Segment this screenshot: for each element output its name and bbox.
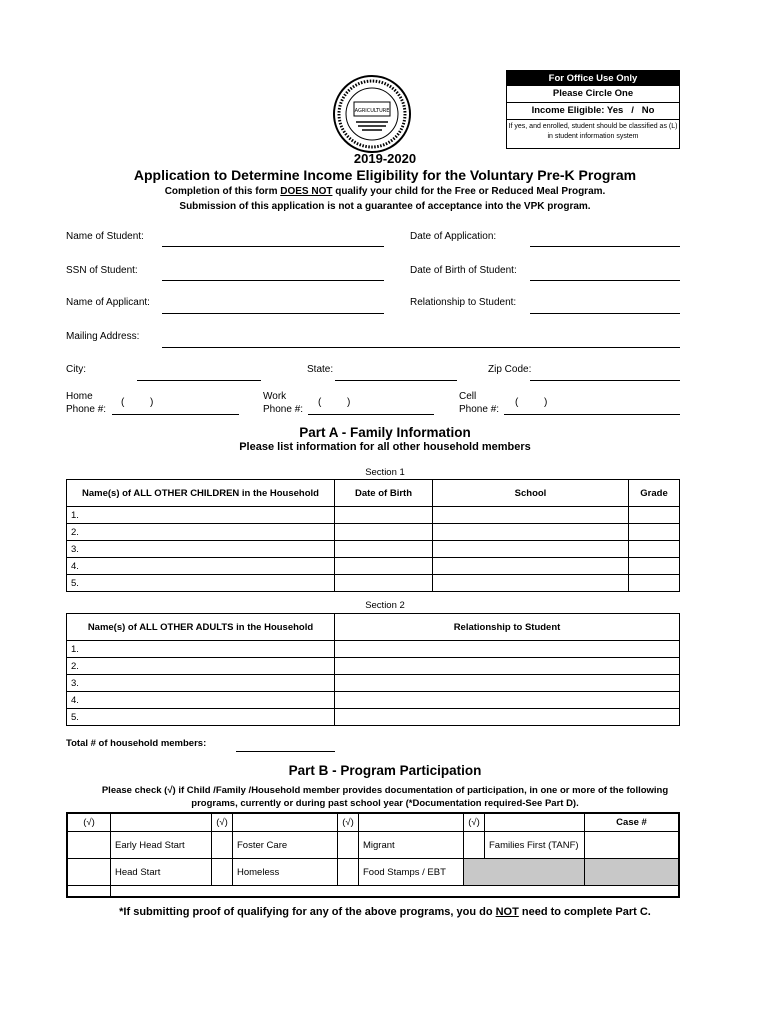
form-year: 2019-2020	[353, 151, 417, 166]
programs-spacer-row	[67, 886, 679, 898]
check-header: (√)	[67, 813, 111, 832]
case-number-field[interactable]	[585, 832, 680, 859]
cell-paren-open: (	[515, 397, 519, 408]
spacer-cell	[67, 886, 111, 898]
subtitle-1-emphasis: DOES NOT	[280, 186, 333, 197]
row-number: 2.	[67, 658, 335, 675]
circle-one-label: Please Circle One	[507, 86, 679, 103]
checkbox[interactable]	[338, 859, 359, 886]
program-homeless: Homeless	[233, 859, 338, 886]
children-table	[66, 479, 680, 592]
state-field[interactable]	[335, 380, 457, 381]
checkbox[interactable]	[464, 832, 485, 859]
adults-relationship-header: Relationship to Student	[335, 614, 680, 641]
children-grade-header: Grade	[629, 480, 680, 507]
row-number: 1.	[67, 507, 335, 524]
checkbox[interactable]	[67, 832, 111, 859]
ssn-field[interactable]	[162, 280, 384, 281]
mailing-address-label: Mailing Address:	[66, 331, 140, 342]
income-eligible-row	[507, 103, 679, 120]
table-row[interactable]	[67, 507, 680, 524]
cell[interactable]	[335, 575, 433, 592]
seal-text: AGRICULTURE	[354, 108, 390, 114]
home-paren-open: (	[121, 397, 125, 408]
programs-header-row	[67, 813, 679, 832]
date-application-label: Date of Application:	[410, 231, 497, 242]
ssn-label: SSN of Student:	[66, 265, 138, 276]
subtitle-2: Submission of this application is not a guarantee of acceptance into the VPK program.	[179, 201, 591, 212]
form-title: Application to Determine Income Eligibility for the Voluntary Pre-K Program	[133, 167, 637, 183]
cell[interactable]	[433, 558, 629, 575]
part-a-title: Part A - Family Information	[299, 425, 471, 440]
check-header: (√)	[338, 813, 359, 832]
row-number: 4.	[67, 692, 335, 709]
income-eligible-options[interactable]: Yes / No	[606, 105, 655, 116]
cell[interactable]	[335, 675, 680, 692]
part-b-instruction-1: Please check (√) if Child /Family /Household member provides documentation of participation, in one or more of the following	[101, 785, 669, 796]
cell[interactable]	[629, 541, 680, 558]
cell[interactable]	[629, 524, 680, 541]
blank-header	[359, 813, 464, 832]
cell[interactable]	[335, 692, 680, 709]
footer-pre: *If submitting proof of qualifying for any of the above programs, you do	[119, 906, 496, 918]
student-name-field[interactable]	[162, 246, 384, 247]
table-row[interactable]	[67, 709, 680, 726]
shaded-cell	[585, 859, 680, 886]
programs-table	[66, 812, 680, 898]
cell-paren-close: )	[544, 397, 548, 408]
footer-post: need to complete Part C.	[518, 906, 651, 918]
work-paren-close: )	[347, 397, 351, 408]
part-b-instruction-2: programs, currently or during past school year (*Documentation required-See Part D).	[191, 798, 579, 809]
children-dob-header: Date of Birth	[335, 480, 433, 507]
table-row[interactable]	[67, 575, 680, 592]
shaded-cell	[464, 859, 585, 886]
office-use-header: For Office Use Only	[507, 71, 679, 86]
row-number: 4.	[67, 558, 335, 575]
footer-emphasis: NOT	[495, 906, 519, 918]
cell-phone-field[interactable]	[504, 414, 680, 415]
subtitle-1	[0, 186, 770, 197]
checkbox[interactable]	[338, 832, 359, 859]
program-migrant: Migrant	[359, 832, 464, 859]
cell[interactable]	[335, 524, 433, 541]
state-label: State:	[307, 364, 334, 375]
blank-header	[485, 813, 585, 832]
checkbox[interactable]	[67, 859, 111, 886]
children-school-header: School	[433, 480, 629, 507]
row-number: 5.	[67, 575, 335, 592]
program-early-head-start: Early Head Start	[111, 832, 212, 859]
row-number: 1.	[67, 641, 335, 658]
table-row[interactable]	[67, 641, 680, 658]
work-paren-open: (	[318, 397, 322, 408]
city-label: City:	[66, 364, 86, 375]
programs-row	[67, 832, 679, 859]
cell[interactable]	[335, 541, 433, 558]
date-application-field[interactable]	[530, 246, 680, 247]
cell[interactable]	[335, 658, 680, 675]
adults-header-row	[67, 614, 680, 641]
dob-label: Date of Birth of Student:	[410, 265, 517, 276]
program-head-start: Head Start	[111, 859, 212, 886]
adults-table	[66, 613, 680, 726]
cell-phone-label-2: Phone #:	[459, 404, 500, 415]
cell[interactable]	[335, 507, 433, 524]
office-note: If yes, and enrolled, student should be classified as (L) in student information system	[508, 123, 678, 140]
work-phone-field[interactable]	[308, 414, 434, 415]
table-row[interactable]	[67, 692, 680, 709]
cell[interactable]	[629, 575, 680, 592]
total-members-field[interactable]	[236, 751, 335, 752]
city-field[interactable]	[137, 380, 261, 381]
cell-phone-label-1: Cell	[459, 391, 477, 402]
zip-label: Zip Code:	[488, 364, 532, 375]
dob-field[interactable]	[530, 280, 680, 281]
row-number: 5.	[67, 709, 335, 726]
income-eligible-label: Income Eligible:	[531, 105, 605, 116]
table-row[interactable]	[67, 558, 680, 575]
state-seal-logo	[332, 74, 412, 154]
blank-header	[233, 813, 338, 832]
applicant-name-field[interactable]	[162, 313, 384, 314]
home-phone-field[interactable]	[112, 414, 239, 415]
cell[interactable]	[433, 575, 629, 592]
check-header: (√)	[212, 813, 233, 832]
row-number: 3.	[67, 675, 335, 692]
section-2-label: Section 2	[365, 600, 405, 611]
part-b-title: Part B - Program Participation	[288, 763, 482, 778]
relationship-label: Relationship to Student:	[410, 297, 517, 308]
blank-header	[111, 813, 212, 832]
cell[interactable]	[335, 709, 680, 726]
children-header-row	[67, 480, 680, 507]
mailing-address-field[interactable]	[162, 347, 680, 348]
home-phone-label-2: Phone #:	[66, 404, 107, 415]
table-row[interactable]	[67, 658, 680, 675]
work-phone-label-2: Phone #:	[263, 404, 304, 415]
program-food-stamps: Food Stamps / EBT	[359, 859, 464, 886]
cell[interactable]	[335, 558, 433, 575]
part-b-footer	[0, 906, 770, 918]
program-families-first: Families First (TANF)	[485, 832, 585, 859]
table-row[interactable]	[67, 524, 680, 541]
applicant-name-label: Name of Applicant:	[66, 297, 150, 308]
cell[interactable]	[629, 507, 680, 524]
checkbox[interactable]	[212, 859, 233, 886]
programs-row	[67, 859, 679, 886]
row-number: 3.	[67, 541, 335, 558]
table-row[interactable]	[67, 541, 680, 558]
spacer-cell	[111, 886, 680, 898]
row-number: 2.	[67, 524, 335, 541]
program-foster-care: Foster Care	[233, 832, 338, 859]
children-name-header: Name(s) of ALL OTHER CHILDREN in the Household	[67, 480, 335, 507]
case-number-header: Case #	[585, 813, 680, 832]
adults-name-header: Name(s) of ALL OTHER ADULTS in the Household	[67, 614, 335, 641]
home-phone-label-1: Home	[66, 391, 93, 402]
cell[interactable]	[629, 558, 680, 575]
office-use-box	[506, 70, 680, 149]
section-1-label: Section 1	[365, 467, 405, 478]
subtitle-1-post: qualify your child for the Free or Reduced Meal Program.	[332, 186, 606, 197]
relationship-field[interactable]	[530, 313, 680, 314]
cell[interactable]	[335, 641, 680, 658]
subtitle-1-pre: Completion of this form	[164, 186, 281, 197]
total-members-label: Total # of household members:	[66, 738, 207, 749]
zip-field[interactable]	[530, 380, 680, 381]
cell[interactable]	[433, 507, 629, 524]
table-row[interactable]	[67, 675, 680, 692]
checkbox[interactable]	[212, 832, 233, 859]
cell[interactable]	[433, 524, 629, 541]
check-header: (√)	[464, 813, 485, 832]
part-a-subtitle: Please list information for all other household members	[239, 441, 531, 453]
work-phone-label-1: Work	[263, 391, 287, 402]
student-name-label: Name of Student:	[66, 231, 144, 242]
home-paren-close: )	[150, 397, 154, 408]
cell[interactable]	[433, 541, 629, 558]
